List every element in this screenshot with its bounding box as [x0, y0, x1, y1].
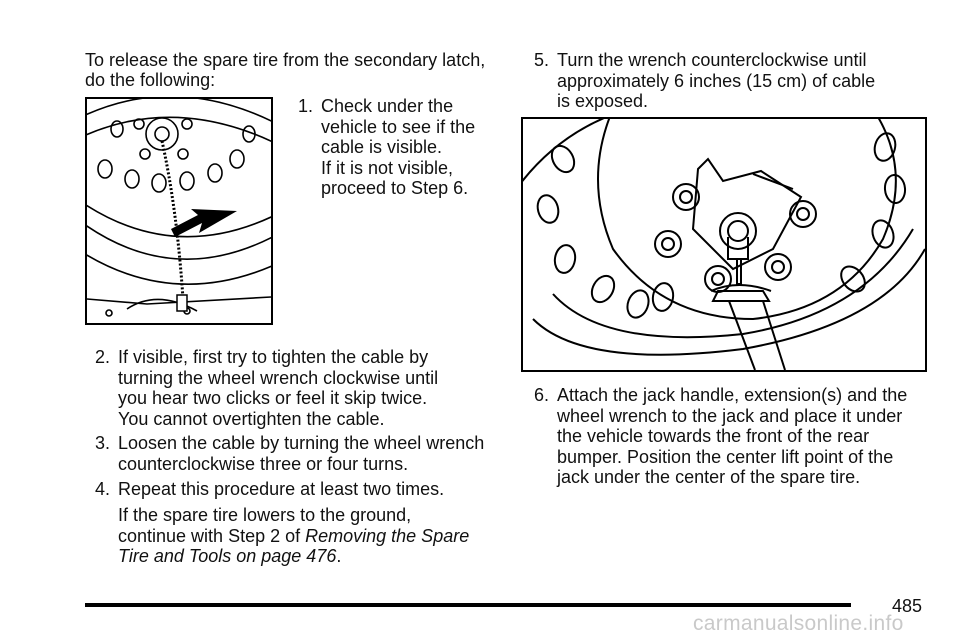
step-number: 1.	[298, 96, 314, 116]
page-number: 485	[892, 596, 923, 616]
step-4-note: If the spare tire lowers to the ground, continue with Step 2 of Removing the Spare Tire and Tools on page 476.	[118, 505, 470, 566]
intro-line-2: do the following:	[85, 70, 216, 90]
step-number: 5.	[534, 50, 550, 70]
watermark: carmanualsonline.info	[693, 612, 904, 635]
step-number: 6.	[534, 385, 550, 405]
cross-reference-link[interactable]: Tire and Tools on page 476	[118, 546, 337, 566]
wrench-on-hub-illustration	[521, 117, 927, 372]
spare-tire-cable-illustration	[85, 97, 273, 325]
intro-line-1: To release the spare tire from the secondary latch,	[85, 50, 486, 70]
footer-rule	[85, 603, 851, 607]
step-number: 4.	[95, 479, 111, 499]
step-number: 3.	[95, 433, 111, 453]
cross-reference-link[interactable]: Removing the Spare	[305, 525, 470, 546]
step-number: 2.	[95, 347, 111, 367]
